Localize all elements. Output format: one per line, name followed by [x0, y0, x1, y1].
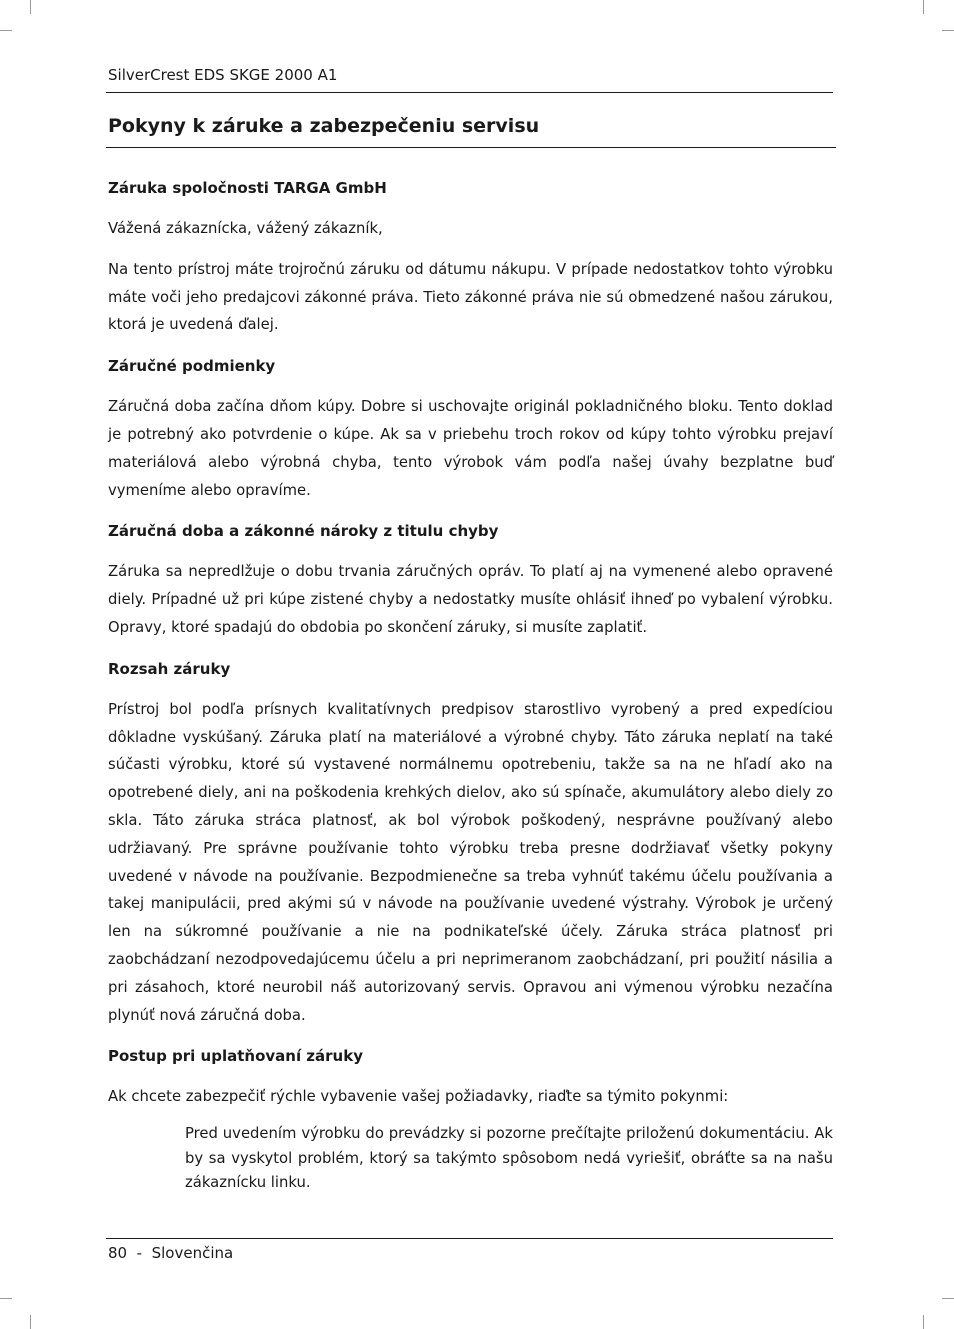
- footer-rule: [106, 1238, 833, 1239]
- paragraph: Vážená zákaznícka, vážený zákazník,: [108, 220, 383, 237]
- crop-mark: [0, 1298, 12, 1299]
- paragraph: Záruka sa nepredlžuje o dobu trvania záručných opráv. To platí aj na vymenené alebo opravené diely. Prípadné už pri kúpe zistené chyby a nedostatky musíte ohlásiť ihneď po vybalení výrobku. Opravy, ktoré spadajú do obdobia po skončení záruky, si musíte zaplatiť.: [108, 563, 833, 636]
- crop-mark: [30, 1315, 31, 1329]
- page-footer: [108, 1242, 233, 1264]
- indented-paragraph: Pred uvedením výrobku do prevádzky si pozorne prečítajte priloženú dokumentáciu. Ak by sa vyskytol problém, ktorý sa takýmto spôsobom nedá vyriešiť, obráťte sa na našu zákaznícku linku.: [185, 1125, 833, 1192]
- section-heading: Rozsah záruky: [108, 659, 231, 678]
- crop-mark: [0, 30, 12, 31]
- section-heading: Záruka spoločnosti TARGA GmbH: [108, 179, 387, 197]
- crop-mark: [942, 1298, 954, 1299]
- section-heading: Postup pri uplatňovaní záruky: [108, 1047, 363, 1066]
- paragraph: Prístroj bol podľa prísnych kvalitatívnych predpisov starostlivo vyrobený a pred expedíciou dôkladne vyskúšaný. Záruka platí na materiálové a výrobné chyby. Táto záruka neplatí na také súčasti výrobku, ktoré sú vystavené normálnemu opotrebeniu, takže sa na ne hľadí ako na opotrebené diely, ani na poškodenia krehkých dielov, ako sú spínače, akumulátory alebo diely zo skla. Táto záruka stráca platnosť, ak bol výrobok poškodený, nesprávne používaný alebo udržiavaný. Pre správne používanie tohto výrobku treba presne dodržiavať všetky pokyny uvedené v návode na používanie. Bezpodmienečne sa treba vyhnúť takému účelu používania a takej manipulácii, pred akými sú v návode na používanie uvedené výstrahy. Výrobok je určený len na súkromné používanie a nie na podnikateľské účely. Záruka stráca platnosť pri zaobchádzaní nezodpovedajúcemu účelu a pri neprimeranom zaobchádzaní, pri použití násilia a pri zásahoch, ktoré neurobil náš autorizovaný servis. Opravou ani výmenou výrobku nezačína plynúť nová záručná doba.: [108, 700, 833, 1024]
- footer-separator: -: [136, 1244, 143, 1262]
- document-body: [108, 174, 833, 1196]
- crop-mark: [30, 0, 31, 14]
- header-rule: [106, 92, 833, 93]
- paragraph: Ak chcete zabezpečiť rýchle vybavenie vašej požiadavky, riaďte sa týmito pokynmi:: [108, 1088, 729, 1106]
- footer-language: Slovenčina: [151, 1244, 234, 1262]
- crop-mark: [923, 1315, 924, 1329]
- paragraph: Záručná doba začína dňom kúpy. Dobre si uschovajte originál pokladničného bloku. Tento doklad je potrebný ako potvrdenie o kúpe. Ak sa v priebehu troch rokov od kúpy tohto výrobku prejaví materiálová alebo výrobná chyba, tento výrobok vám podľa našej úvahy bezplatne buď vymeníme alebo opravíme.: [108, 398, 833, 499]
- title-rule: [106, 147, 836, 148]
- crop-mark: [923, 0, 924, 14]
- section-heading: Záručné podmienky: [108, 357, 276, 376]
- page-number: 80: [108, 1244, 128, 1262]
- running-header: SilverCrest EDS SKGE 2000 A1: [108, 66, 338, 84]
- paragraph: Na tento prístroj máte trojročnú záruku od dátumu nákupu. V prípade nedostatkov tohto výrobku máte voči jeho predajcovi zákonné práva. Tieto zákonné práva nie sú obmedzené našou zárukou, ktorá je uvedená ďalej.: [108, 260, 833, 334]
- page-title: Pokyny k záruke a zabezpečeniu servisu: [108, 115, 540, 137]
- section-heading: Záručná doba a zákonné nároky z titulu chyby: [108, 522, 499, 541]
- crop-mark: [942, 30, 954, 31]
